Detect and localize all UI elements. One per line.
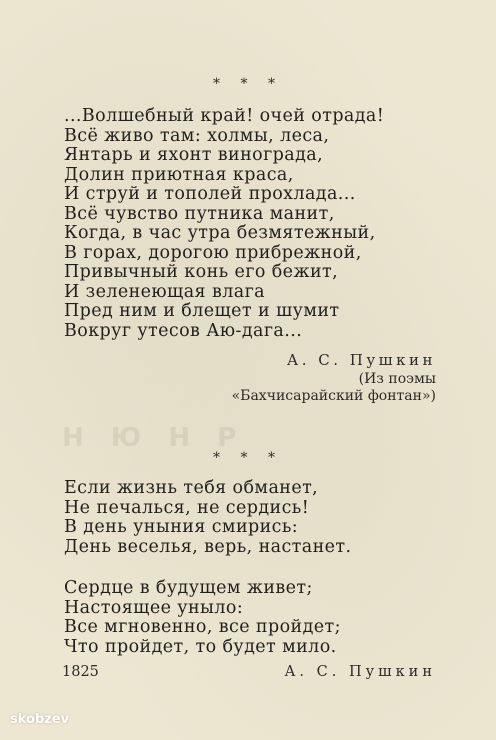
poem-line: Не печалься, не сердись! [64,497,310,518]
poem-bakhchisaray [64,107,384,341]
poem-line: Настоящее уныло: [64,597,244,618]
section1-attribution [232,352,436,405]
poem-line: Все мгновенно, все пройдет; [64,617,341,637]
poem-if-life-deceives [64,479,351,657]
poem-line: Сердце в будущем живет; [64,578,313,598]
author-name: А. С. Пушкин [284,664,436,680]
poem-line: Долин приютная краса, [64,164,294,185]
section1-separator: * * * [213,76,283,92]
poem-line: В день уныния смирись: [64,517,299,537]
poem-line: Всё чувство путника манит, [64,203,335,224]
author-name: А. С. Пушкин [286,351,436,369]
poem-line: Янтарь и яхонт винограда, [64,145,324,165]
poem-line: И зеленеющая влага [64,281,265,302]
poem-line: Всё живо там: холмы, леса, [64,125,330,146]
poem-year: 1825 [62,664,99,680]
poem-line: День веселья, верь, настанет. [64,536,352,557]
source-line: (Из поэмы [358,371,436,387]
poem-line: ...Волшебный край! очей отрада! [64,106,385,126]
stanza-gap [64,557,351,579]
poem-line: Когда, в час утра безмятежный, [64,223,376,243]
source-line: «Бахчисарайский фонтан») [231,388,436,404]
poem-line: Пред ним и блещет и шумит [64,301,340,321]
watermark-text: skobzev [10,712,70,727]
bleed-through-text: Н Ю Н Р [62,423,246,453]
section2-separator: * * * [213,450,283,466]
poem-line: Что пройдет, то будет мило. [64,636,337,657]
poem-line: Если жизнь тебя обманет, [64,478,319,498]
poem-line: В горах, дорогою прибрежной, [64,242,362,263]
poem-line: Привычный конь его бежит, [64,262,339,282]
poem-line: И струй и тополей прохлада... [64,184,356,204]
poem-line: Вокруг утесов Аю-дага... [64,320,303,341]
